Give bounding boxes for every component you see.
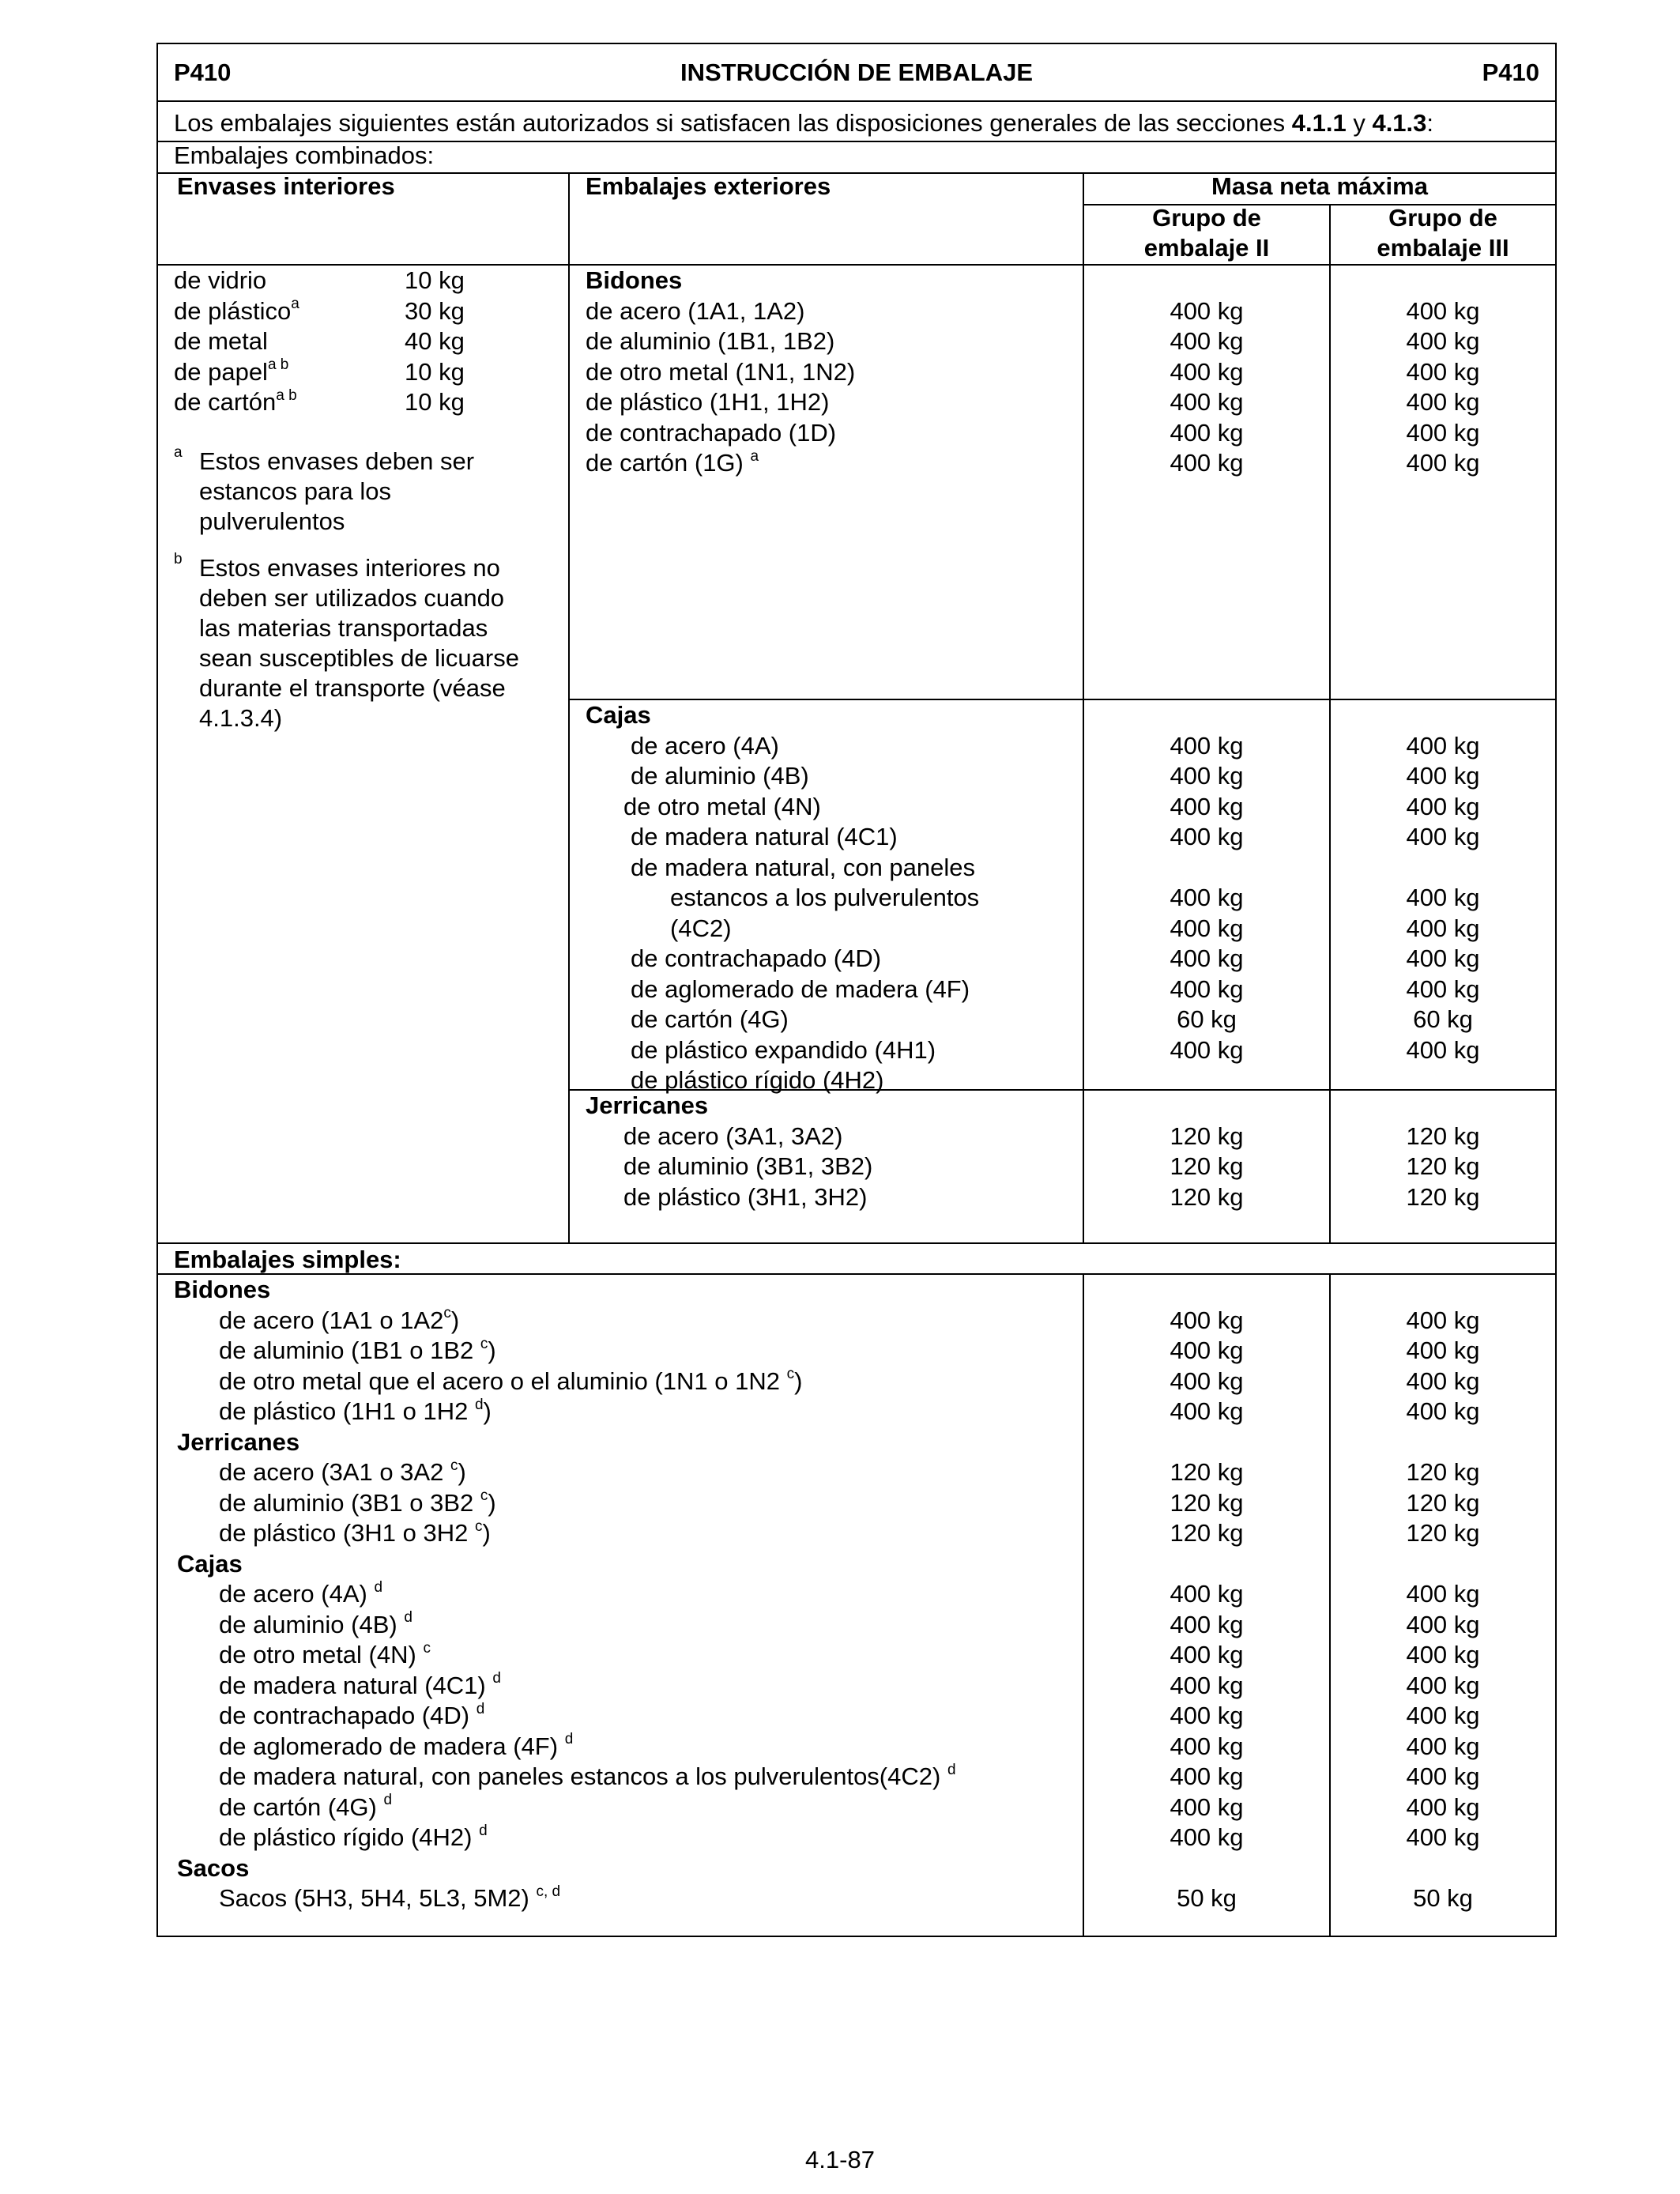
single-item-close: )	[488, 1488, 496, 1517]
outer-item-label	[631, 1035, 936, 1065]
footnote-ref: d	[492, 1670, 501, 1687]
mass-group2: 400 kg	[1170, 1580, 1244, 1608]
footnote-ref: c	[480, 1487, 488, 1505]
mass-group3: 400 kg	[1406, 357, 1480, 386]
footnote-a: a Estos envases deben ser estancos para los pulverulentos	[174, 444, 475, 535]
single-item-text: de aluminio (4B)	[219, 1610, 405, 1638]
outer-item-label	[623, 1152, 872, 1182]
mass-group3: 60 kg	[1413, 1005, 1473, 1033]
single-item-close: )	[450, 1306, 460, 1334]
col-header-inner: Envases interiores	[177, 172, 395, 200]
mass-group3: 400 kg	[1406, 1823, 1480, 1851]
mass-group3: 400 kg	[1406, 1035, 1480, 1064]
mass-group3: 400 kg	[1406, 1367, 1480, 1395]
outer-item-label	[623, 792, 821, 822]
col-header-outer: Embalajes exteriores	[586, 172, 831, 200]
mass-group2: 400 kg	[1170, 296, 1244, 325]
mass-group3: 400 kg	[1406, 1762, 1480, 1790]
footnote-ref: d	[474, 1396, 484, 1413]
outer-item-label	[631, 731, 779, 761]
mass-group3: 400 kg	[1406, 944, 1480, 972]
footnote-b: b Estos envases interiores no deben ser utilizados cuando las materias transportadas sean susceptibles de licuarse durante el transporte (véase 4.1.3.4)	[174, 551, 519, 732]
single-item-label	[219, 1367, 802, 1397]
mass-group2: 400 kg	[1170, 914, 1244, 942]
list-item	[174, 266, 561, 296]
list-item	[174, 296, 561, 327]
mass-group2: 400 kg	[1170, 388, 1244, 416]
mass-group2: 400 kg	[1170, 1702, 1244, 1729]
mass-group3: 400 kg	[1406, 327, 1480, 355]
col-header-group3-line1: Grupo de	[1388, 204, 1497, 232]
mass-group2: 400 kg	[1170, 1641, 1244, 1668]
footnote-ref: d	[564, 1731, 574, 1748]
page-title: INSTRUCCIÓN DE EMBALAJE	[680, 58, 1034, 86]
mass-group3: 400 kg	[1406, 884, 1480, 911]
mass-group3: 400 kg	[1406, 1306, 1480, 1334]
outer-item-text: de contrachapado (4D)	[631, 944, 882, 972]
mass-group3: 400 kg	[1406, 1610, 1480, 1638]
mass-group2: 400 kg	[1170, 944, 1244, 972]
outer-item-text: de aluminio (1B1, 1B2)	[586, 327, 835, 355]
mass-group3: 400 kg	[1406, 1580, 1480, 1608]
single-item-close: )	[458, 1458, 466, 1486]
single-item-text: de acero (4A)	[219, 1580, 375, 1608]
inner-name: de cartón$^{a b}$	[174, 386, 297, 416]
mass-group3: 400 kg	[1406, 731, 1480, 760]
mass-group2: 120 kg	[1170, 1488, 1244, 1517]
single-item-text: de plástico rígido (4H2)	[219, 1823, 480, 1851]
footnote-ref: d	[479, 1822, 488, 1839]
footnote-ref: d	[476, 1700, 485, 1717]
outer-item-text: de plástico rígido (4H2)	[631, 1066, 884, 1094]
single-item-label	[219, 1883, 560, 1913]
outer-item-label	[586, 387, 829, 417]
footnote-ref: d	[383, 1792, 393, 1809]
footnote-ref: c	[450, 1457, 458, 1474]
single-item-label	[219, 1579, 382, 1609]
inner-mass: 10 kg	[405, 266, 465, 294]
page-number: 4.1-87	[805, 2146, 875, 2173]
mass-group3: 400 kg	[1406, 1732, 1480, 1760]
single-item-close: )	[488, 1336, 496, 1364]
outer-item-label	[631, 944, 881, 974]
instruction-code-right: P410	[1482, 58, 1539, 86]
mass-group2: 400 kg	[1170, 974, 1244, 1003]
mass-group3: 400 kg	[1406, 974, 1480, 1003]
outer-item-text: de aglomerado de madera (4F)	[631, 974, 970, 1003]
outer-group-heading: Jerricanes	[586, 1091, 709, 1119]
mass-group2: 400 kg	[1170, 1306, 1244, 1334]
col-header-group2-line2: embalaje II	[1143, 234, 1270, 262]
single-item-label	[219, 1823, 488, 1853]
outer-item-label	[631, 853, 975, 883]
inner-mass: 30 kg	[405, 296, 465, 325]
footnote-ref: c	[423, 1639, 431, 1657]
mass-group2: 400 kg	[1170, 418, 1244, 447]
outer-item-text: de plástico expandido (4H1)	[631, 1035, 936, 1064]
mass-group2: 400 kg	[1170, 762, 1244, 790]
single-item-label	[219, 1640, 431, 1670]
outer-group-heading: Bidones	[586, 266, 683, 294]
single-item-label	[219, 1518, 491, 1548]
intro-suffix: :	[1426, 109, 1434, 137]
outer-item-text: de plástico (1H1, 1H2)	[586, 388, 830, 416]
single-item-close: )	[794, 1367, 803, 1395]
mass-group3: 120 kg	[1406, 1458, 1480, 1486]
mass-group2: 120 kg	[1170, 1458, 1244, 1486]
single-item-text: de plástico (3H1 o 3H2	[219, 1519, 475, 1547]
footnote-ref: c	[480, 1335, 488, 1352]
outer-item-text: estancos a los pulverulentos	[670, 884, 980, 911]
mass-group3: 120 kg	[1406, 1122, 1480, 1150]
inner-name: de papel$^{a b}$	[174, 356, 289, 386]
intro-lead: Los embalajes siguientes están autorizados si satisfacen las disposiciones generales de las secciones	[174, 109, 1292, 137]
outer-item-text: de acero (1A1, 1A2)	[586, 296, 805, 325]
mass-group3: 120 kg	[1406, 1182, 1480, 1211]
inner-packaging-list	[174, 266, 561, 418]
mass-group3: 400 kg	[1406, 418, 1480, 447]
outer-item-label	[586, 296, 804, 326]
mass-group3: 400 kg	[1406, 388, 1480, 416]
mass-group2: 400 kg	[1170, 731, 1244, 760]
mass-group2: 120 kg	[1170, 1122, 1244, 1150]
outer-item-text: de acero (3A1, 3A2)	[623, 1122, 843, 1150]
outer-item-text: de madera natural (4C1)	[631, 823, 898, 850]
single-item-text: de aluminio (3B1 o 3B2	[219, 1488, 480, 1517]
single-group-heading: Bidones	[174, 1276, 271, 1303]
mass-group3: 400 kg	[1406, 762, 1480, 790]
single-item-text: de madera natural, con paneles estancos a los pulverulentos(4C2)	[219, 1762, 947, 1790]
single-item-text: de madera natural (4C1)	[219, 1671, 493, 1699]
single-item-text: Sacos (5H3, 5H4, 5L3, 5M2)	[219, 1884, 537, 1912]
single-item-label	[219, 1610, 412, 1640]
mass-group2: 400 kg	[1170, 327, 1244, 355]
single-item-close: )	[482, 1519, 491, 1547]
single-item-label	[219, 1336, 496, 1366]
footnote-ref: a	[750, 447, 759, 465]
col-header-group3	[1331, 203, 1555, 263]
mass-group3: 400 kg	[1406, 914, 1480, 942]
footnote-ref: c, d	[536, 1883, 561, 1900]
outer-item-text: de aluminio (3B1, 3B2)	[623, 1152, 873, 1180]
single-item-label	[219, 1306, 459, 1336]
mass-group3: 400 kg	[1406, 1397, 1480, 1425]
single-item-label	[219, 1701, 484, 1731]
single-group-heading: Sacos	[177, 1853, 250, 1882]
footnote-ref: d	[374, 1578, 383, 1596]
outer-item-text: de acero (4A)	[631, 731, 779, 760]
outer-item-text: (4C2)	[670, 914, 732, 942]
single-item-text: de acero (1A1 o 1A2	[219, 1306, 444, 1334]
mass-group2: 400 kg	[1170, 1367, 1244, 1395]
mass-group3: 120 kg	[1406, 1488, 1480, 1517]
single-item-text: de otro metal que el acero o el aluminio (1N1 o 1N2	[219, 1367, 787, 1395]
intro-text	[174, 108, 1433, 138]
instruction-code-left: P410	[174, 58, 232, 86]
footnote-ref: c	[474, 1517, 483, 1535]
mass-group2: 60 kg	[1177, 1005, 1237, 1033]
mass-group3: 400 kg	[1406, 449, 1480, 477]
footnote-ref: c	[443, 1305, 451, 1322]
outer-item-text: de cartón (1G)	[586, 449, 751, 477]
single-group-heading: Cajas	[177, 1549, 243, 1578]
single-item-text: de aglomerado de madera (4F)	[219, 1732, 565, 1760]
combined-caption: Embalajes combinados:	[174, 141, 435, 169]
mass-group2: 400 kg	[1170, 449, 1244, 477]
col-header-group2-line1: Grupo de	[1152, 204, 1261, 232]
outer-item-label	[623, 1122, 842, 1152]
mass-group3: 120 kg	[1406, 1152, 1480, 1180]
outer-item-text: de cartón (4G)	[631, 1005, 789, 1033]
col-header-group2	[1084, 203, 1329, 263]
mass-group2: 400 kg	[1170, 357, 1244, 386]
single-item-label	[219, 1488, 496, 1518]
outer-item-label	[623, 1182, 867, 1212]
mass-group3: 400 kg	[1406, 792, 1480, 820]
single-item-label	[219, 1457, 466, 1487]
single-item-label	[219, 1671, 501, 1701]
mass-group3: 400 kg	[1406, 1641, 1480, 1668]
section-ref-4-1-3: 4.1.3	[1372, 109, 1427, 137]
mass-group2: 400 kg	[1170, 1793, 1244, 1821]
outer-item-label	[670, 883, 979, 913]
mass-group2: 400 kg	[1170, 823, 1244, 850]
mass-group2: 400 kg	[1170, 1610, 1244, 1638]
single-caption: Embalajes simples:	[174, 1246, 401, 1273]
outer-item-text: de contrachapado (1D)	[586, 418, 837, 447]
mass-group2: 400 kg	[1170, 1671, 1244, 1699]
outer-item-text: de aluminio (4B)	[631, 762, 809, 790]
list-item	[174, 387, 561, 418]
inner-name: de vidrio	[174, 266, 267, 294]
outer-item-label	[631, 1005, 789, 1035]
single-item-close: )	[483, 1397, 492, 1425]
list-item	[174, 357, 561, 388]
outer-item-label	[631, 974, 970, 1005]
mass-group3: 400 kg	[1406, 1702, 1480, 1729]
mass-group3: 50 kg	[1413, 1884, 1473, 1912]
mass-group2: 400 kg	[1170, 884, 1244, 911]
footnote-ref: c	[786, 1366, 795, 1383]
list-item	[174, 326, 561, 357]
col-header-group3-line2: embalaje III	[1377, 234, 1509, 262]
outer-item-label	[586, 357, 855, 387]
mass-group3: 400 kg	[1406, 1793, 1480, 1821]
outer-item-text: de plástico (3H1, 3H2)	[623, 1182, 868, 1211]
outer-item-text: de otro metal (4N)	[623, 792, 821, 820]
single-item-label	[219, 1732, 573, 1762]
mass-group2: 50 kg	[1177, 1884, 1237, 1912]
mass-group3: 120 kg	[1406, 1519, 1480, 1547]
footnote-ref: d	[947, 1761, 956, 1778]
inner-mass: 10 kg	[405, 388, 465, 416]
outer-item-text: de otro metal (1N1, 1N2)	[586, 357, 856, 386]
outer-item-label	[586, 326, 834, 356]
outer-item-text: de madera natural, con paneles	[631, 853, 976, 881]
mass-group2: 400 kg	[1170, 1762, 1244, 1790]
mass-group2: 400 kg	[1170, 1732, 1244, 1760]
single-item-label	[219, 1397, 492, 1427]
mass-group2: 400 kg	[1170, 1035, 1244, 1064]
section-ref-4-1-1: 4.1.1	[1291, 109, 1347, 137]
inner-name: de metal	[174, 327, 268, 355]
single-item-text: de otro metal (4N)	[219, 1641, 424, 1668]
mass-group3: 400 kg	[1406, 1671, 1480, 1699]
mass-group2: 400 kg	[1170, 1336, 1244, 1364]
footnote-ref: d	[404, 1609, 412, 1627]
intro-joiner: y	[1346, 109, 1373, 137]
single-item-label	[219, 1762, 956, 1792]
single-item-label	[219, 1793, 392, 1823]
single-item-text: de plástico (1H1 o 1H2	[219, 1397, 475, 1425]
single-item-text: de contrachapado (4D)	[219, 1702, 477, 1729]
single-item-text: de cartón (4G)	[219, 1793, 384, 1821]
outer-item-label	[631, 761, 809, 791]
mass-group2: 120 kg	[1170, 1152, 1244, 1180]
inner-name: de plástico$^a$	[174, 296, 299, 325]
outer-item-label	[586, 448, 759, 478]
single-group-heading: Jerricanes	[177, 1427, 300, 1456]
mass-group3: 400 kg	[1406, 1336, 1480, 1364]
inner-mass: 10 kg	[405, 357, 465, 386]
single-item-text: de aluminio (1B1 o 1B2	[219, 1336, 480, 1364]
mass-group2: 120 kg	[1170, 1519, 1244, 1547]
inner-mass: 40 kg	[405, 327, 465, 355]
outer-item-label	[586, 418, 836, 448]
mass-group2: 400 kg	[1170, 1397, 1244, 1425]
mass-group2: 400 kg	[1170, 792, 1244, 820]
mass-group2: 400 kg	[1170, 1823, 1244, 1851]
col-header-mass: Masa neta máxima	[1211, 172, 1428, 200]
mass-group2: 120 kg	[1170, 1182, 1244, 1211]
outer-group-heading: Cajas	[586, 701, 651, 729]
mass-group3: 400 kg	[1406, 296, 1480, 325]
outer-item-label	[631, 822, 898, 852]
mass-group3: 400 kg	[1406, 823, 1480, 850]
outer-item-label	[670, 914, 732, 944]
single-item-text: de acero (3A1 o 3A2	[219, 1458, 450, 1486]
